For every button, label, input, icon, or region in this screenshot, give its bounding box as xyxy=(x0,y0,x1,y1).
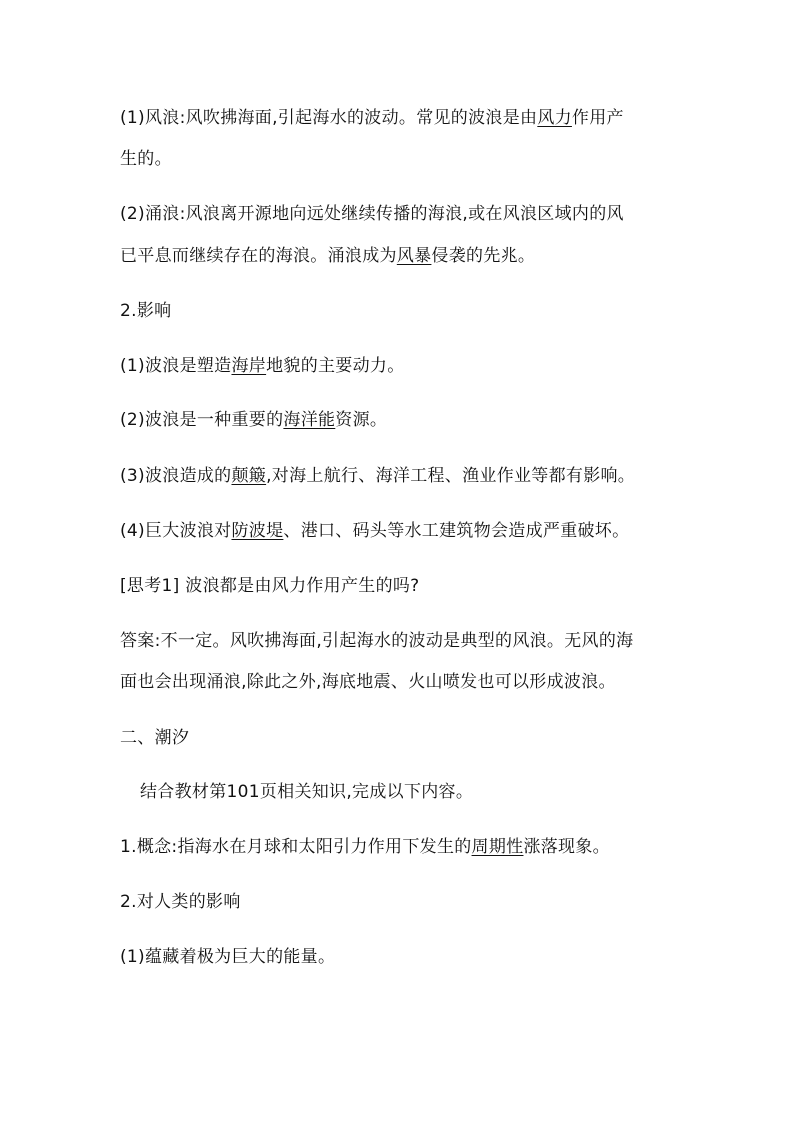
text-line xyxy=(120,408,680,432)
text-segment: 2.影响 xyxy=(120,301,172,321)
text-segment: 2.对人类的影响 xyxy=(120,892,241,912)
text-segment: 地貌的主要动力。 xyxy=(266,356,405,376)
text-segment: ,对海上航行、海洋工程、渔业作业等都有影响。 xyxy=(266,466,636,486)
underlined-term: 海岸 xyxy=(231,356,267,376)
text-line xyxy=(120,835,680,859)
text-line xyxy=(120,464,680,488)
text-segment: 面也会出现涌浪,除此之外,海底地震、火山喷发也可以形成波浪。 xyxy=(120,672,616,692)
text-segment: 、港口、码头等水工建筑物会造成严重破坏。 xyxy=(283,521,630,541)
text-line xyxy=(120,147,680,171)
text-segment: (1)蕴藏着极为巨大的能量。 xyxy=(120,947,336,967)
text-line xyxy=(120,202,680,226)
text-segment: 1.概念:指海水在月球和太阳引力作用下发生的 xyxy=(120,837,472,857)
text-segment: 涨落现象。 xyxy=(523,837,610,857)
text-segment: [思考1] 波浪都是由风力作用产生的吗? xyxy=(120,576,420,596)
text-line xyxy=(120,945,680,969)
text-line xyxy=(120,354,680,378)
text-line xyxy=(120,106,680,130)
underlined-term: 海洋能 xyxy=(283,410,336,430)
text-segment: 侵袭的先兆。 xyxy=(431,246,536,266)
text-segment: (2)波浪是一种重要的 xyxy=(120,410,284,430)
text-segment: (3)波浪造成的 xyxy=(120,466,232,486)
text-segment: 资源。 xyxy=(335,410,388,430)
section-heading xyxy=(120,726,680,750)
text-line xyxy=(120,244,680,268)
text-segment: 生的。 xyxy=(120,149,172,169)
question-line xyxy=(120,574,680,598)
section-heading xyxy=(120,299,680,323)
text-segment: (2)涌浪:风浪离开源地向远处继续传播的海浪,或在风浪区域内的风 xyxy=(120,204,624,224)
answer-line xyxy=(120,629,680,653)
text-line xyxy=(120,519,680,543)
underlined-term: 周期性 xyxy=(471,837,524,857)
text-line xyxy=(140,780,700,804)
underlined-term: 风力 xyxy=(537,108,572,128)
section-heading xyxy=(120,890,680,914)
text-segment: 作用产 xyxy=(571,108,624,128)
text-segment: (1)波浪是塑造 xyxy=(120,356,232,376)
text-segment: 已平息而继续存在的海浪。涌浪成为 xyxy=(120,246,397,266)
text-segment: 答案:不一定。风吹拂海面,引起海水的波动是典型的风浪。无风的海 xyxy=(120,631,634,651)
underlined-term: 风暴 xyxy=(396,246,432,266)
text-segment: 结合教材第101页相关知识,完成以下内容。 xyxy=(140,782,474,802)
text-segment: (1)风浪:风吹拂海面,引起海水的波动。常见的波浪是由 xyxy=(120,108,538,128)
text-segment: (4)巨大波浪对 xyxy=(120,521,232,541)
answer-line xyxy=(120,670,680,694)
underlined-term: 防波堤 xyxy=(231,521,284,541)
text-segment: 二、潮汐 xyxy=(120,728,190,748)
underlined-term: 颠簸 xyxy=(231,466,267,486)
